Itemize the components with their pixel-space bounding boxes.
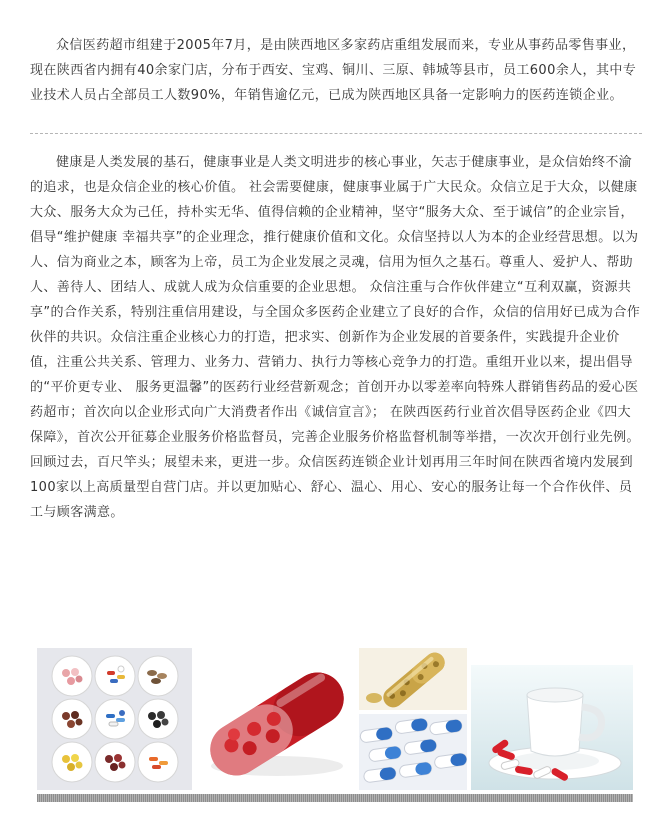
blue-capsules-photo bbox=[359, 714, 467, 790]
philosophy-paragraph: 健康是人类发展的基石，健康事业是人类文明进步的核心事业，矢志于健康事业，是众信始终不渝的追求，也是众信企业的核心价值。 社会需要健康，健康事业属于广大民众。众信立足于大众，以健康大众、服务大众为己任，持朴实无华、值得信赖的企业精神，坚守“服务大众、至于诚信”的企业宗旨，倡导“维护健康 幸福共享”的企业理念，推行健康价值和文化。众信坚持以人为本的企业经营思想。以为人、信为商业之本，顾客为上帝，员工为企业发展之灵魂，信用为恒久之基石。尊重人、爱护人、帮助人、善待人、团结人、成就人成为众信重要的企业思想。 众信注重与合作伙伴建立“互利双赢，资源共享”的合作关系，特别注重信用建设，与全国众多医药企业建立了良好的合作，众信的信用好已成为合作伙伴的共识。众信注重企业核心力的打造，把求实、创新作为企业发展的首要条件，实践提升企业价值，注重公共关系、管理力、业务力、营销力、执行力等核心竞争力的打造。重组开业以来，提出倡导的“平价更专业、 服务更温馨”的医药行业经营新观念；首创开办以零差率向特殊人群销售药品的爱心医药超市；首次向以企业形式向广大消费者作出《诚信宣言》； 在陕西医药行业首次倡导医药企业《四大保障》，首次公开征募企业服务价格监督员，完善企业服务价格监督机制等举措，一次次开创行业先例。回顾过去，百尺竿头；展望未来，更进一步。众信医药连锁企业计划再用三年时间在陕西省境内发展到100家以上高质量型自营门店。并以更加贴心、舒心、温心、用心、安心的服务让每一个合作伙伴、员工与顾客满意。 bbox=[30, 155, 641, 520]
gold-capsules-photo bbox=[359, 648, 467, 710]
footer-bar bbox=[37, 794, 633, 802]
cup-with-capsules-photo bbox=[471, 665, 633, 790]
section-divider bbox=[30, 133, 642, 134]
intro-paragraph: 众信医药超市组建于2005年7月，是由陕西地区多家药店重组发展而来，专业从事药品零售事业，现在陕西省内拥有40余家门店，分布于西安、宝鸡、铜川、三原、韩城等县市，员工600余人，其中专业技术人员占全部员工人数90%，年销售逾亿元，已成为陕西地区具备一定影响力的医药连锁企业。 bbox=[30, 38, 637, 103]
red-capsule-photo bbox=[197, 648, 355, 790]
pill-dishes-photo bbox=[37, 648, 192, 790]
